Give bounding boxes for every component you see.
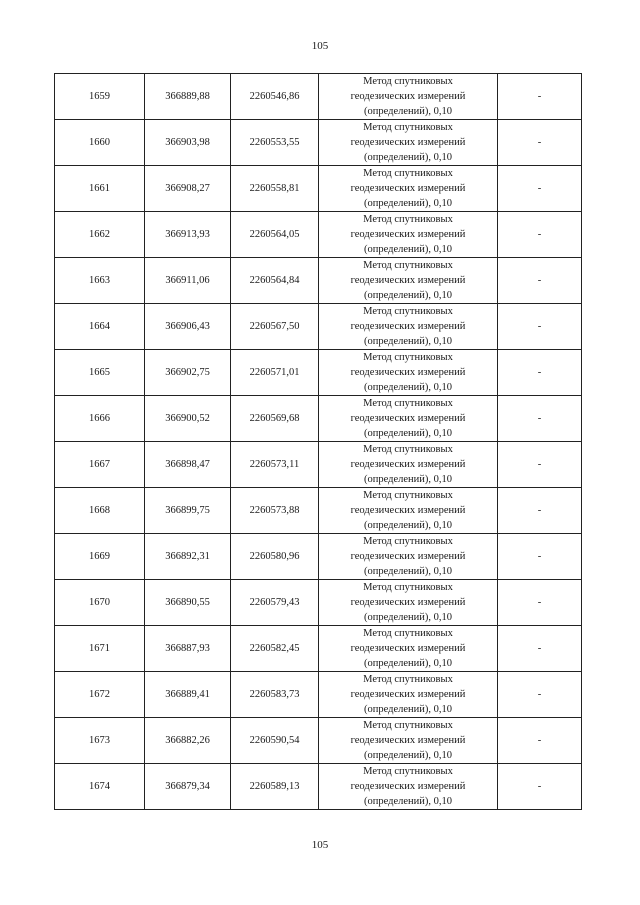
y-coordinate-cell: 2260571,01 xyxy=(231,350,319,396)
note-cell: - xyxy=(498,166,582,212)
method-text-line: Метод спутниковых xyxy=(363,720,453,731)
note-cell: - xyxy=(498,580,582,626)
page-number-top: 105 xyxy=(311,40,329,52)
method-text-line: Метод спутниковых xyxy=(363,536,453,547)
method-text-line: Метод спутниковых xyxy=(363,168,453,179)
method-text-line: (определений), 0,10 xyxy=(363,336,453,347)
method-cell xyxy=(319,534,498,580)
point-number-cell: 1668 xyxy=(55,488,145,534)
y-coordinate-cell: 2260569,68 xyxy=(231,396,319,442)
method-text-line: (определений), 0,10 xyxy=(363,290,453,301)
x-coordinate-cell: 366903,98 xyxy=(145,120,231,166)
x-coordinate-cell: 366879,34 xyxy=(145,764,231,810)
method-text-line: Метод спутниковых xyxy=(363,628,453,639)
note-cell: - xyxy=(498,258,582,304)
table-row xyxy=(55,442,582,488)
point-number-cell: 1660 xyxy=(55,120,145,166)
method-text-line: Метод спутниковых xyxy=(363,444,453,455)
method-text-line: геодезических измерений xyxy=(350,367,466,378)
table-row xyxy=(55,626,582,672)
method-cell xyxy=(319,304,498,350)
x-coordinate-cell: 366889,41 xyxy=(145,672,231,718)
method-cell xyxy=(319,258,498,304)
method-text-line: геодезических измерений xyxy=(350,505,466,516)
point-number-cell: 1670 xyxy=(55,580,145,626)
coordinates-table-body xyxy=(55,74,582,810)
y-coordinate-cell: 2260564,05 xyxy=(231,212,319,258)
note-cell: - xyxy=(498,488,582,534)
y-coordinate-cell: 2260580,96 xyxy=(231,534,319,580)
method-text-line: (определений), 0,10 xyxy=(363,566,453,577)
note-cell: - xyxy=(498,718,582,764)
method-text-line: геодезических измерений xyxy=(350,275,466,286)
table-row xyxy=(55,166,582,212)
method-cell xyxy=(319,580,498,626)
table-row xyxy=(55,764,582,810)
note-cell: - xyxy=(498,672,582,718)
table-row xyxy=(55,258,582,304)
point-number-cell: 1671 xyxy=(55,626,145,672)
y-coordinate-cell: 2260582,45 xyxy=(231,626,319,672)
y-coordinate-cell: 2260553,55 xyxy=(231,120,319,166)
method-text-line: геодезических измерений xyxy=(350,551,466,562)
table-row xyxy=(55,488,582,534)
note-cell: - xyxy=(498,212,582,258)
note-cell: - xyxy=(498,120,582,166)
page-number-bottom: 105 xyxy=(311,839,329,851)
method-text-line: геодезических измерений xyxy=(350,459,466,470)
y-coordinate-cell: 2260546,86 xyxy=(231,74,319,120)
y-coordinate-cell: 2260583,73 xyxy=(231,672,319,718)
y-coordinate-cell: 2260573,11 xyxy=(231,442,319,488)
method-text-line: Метод спутниковых xyxy=(363,674,453,685)
table-row xyxy=(55,672,582,718)
y-coordinate-cell: 2260567,50 xyxy=(231,304,319,350)
table-row xyxy=(55,212,582,258)
method-text-line: Метод спутниковых xyxy=(363,260,453,271)
note-cell: - xyxy=(498,350,582,396)
point-number-cell: 1664 xyxy=(55,304,145,350)
method-text-line: геодезических измерений xyxy=(350,137,466,148)
note-cell: - xyxy=(498,534,582,580)
method-cell xyxy=(319,718,498,764)
method-text-line: Метод спутниковых xyxy=(363,122,453,133)
method-text-line: (определений), 0,10 xyxy=(363,198,453,209)
method-text-line: Метод спутниковых xyxy=(363,490,453,501)
method-cell xyxy=(319,672,498,718)
table-row xyxy=(55,304,582,350)
note-cell: - xyxy=(498,764,582,810)
y-coordinate-cell: 2260589,13 xyxy=(231,764,319,810)
x-coordinate-cell: 366906,43 xyxy=(145,304,231,350)
x-coordinate-cell: 366889,88 xyxy=(145,74,231,120)
method-text-line: Метод спутниковых xyxy=(363,306,453,317)
point-number-cell: 1667 xyxy=(55,442,145,488)
method-cell xyxy=(319,350,498,396)
x-coordinate-cell: 366887,93 xyxy=(145,626,231,672)
method-cell xyxy=(319,74,498,120)
x-coordinate-cell: 366899,75 xyxy=(145,488,231,534)
x-coordinate-cell: 366892,31 xyxy=(145,534,231,580)
method-text-line: Метод спутниковых xyxy=(363,76,453,87)
method-text-line: Метод спутниковых xyxy=(363,766,453,777)
method-text-line: Метод спутниковых xyxy=(363,214,453,225)
method-text-line: (определений), 0,10 xyxy=(363,612,453,623)
method-text-line: геодезических измерений xyxy=(350,643,466,654)
method-text-line: Метод спутниковых xyxy=(363,352,453,363)
point-number-cell: 1663 xyxy=(55,258,145,304)
table-row xyxy=(55,120,582,166)
method-cell xyxy=(319,626,498,672)
method-cell xyxy=(319,212,498,258)
table-row xyxy=(55,718,582,764)
point-number-cell: 1661 xyxy=(55,166,145,212)
method-text-line: (определений), 0,10 xyxy=(363,152,453,163)
method-text-line: Метод спутниковых xyxy=(363,582,453,593)
y-coordinate-cell: 2260573,88 xyxy=(231,488,319,534)
method-text-line: (определений), 0,10 xyxy=(363,796,453,807)
method-text-line: геодезических измерений xyxy=(350,413,466,424)
x-coordinate-cell: 366898,47 xyxy=(145,442,231,488)
method-text-line: геодезических измерений xyxy=(350,91,466,102)
y-coordinate-cell: 2260590,54 xyxy=(231,718,319,764)
note-cell: - xyxy=(498,304,582,350)
y-coordinate-cell: 2260558,81 xyxy=(231,166,319,212)
note-cell: - xyxy=(498,396,582,442)
x-coordinate-cell: 366902,75 xyxy=(145,350,231,396)
method-cell xyxy=(319,442,498,488)
method-text-line: геодезических измерений xyxy=(350,229,466,240)
x-coordinate-cell: 366911,06 xyxy=(145,258,231,304)
table-row xyxy=(55,396,582,442)
method-text-line: (определений), 0,10 xyxy=(363,428,453,439)
method-cell xyxy=(319,166,498,212)
point-number-cell: 1672 xyxy=(55,672,145,718)
method-text-line: геодезических измерений xyxy=(350,321,466,332)
point-number-cell: 1674 xyxy=(55,764,145,810)
method-cell xyxy=(319,120,498,166)
method-text-line: геодезических измерений xyxy=(350,735,466,746)
method-text-line: (определений), 0,10 xyxy=(363,106,453,117)
method-cell xyxy=(319,764,498,810)
method-text-line: геодезических измерений xyxy=(350,597,466,608)
method-text-line: (определений), 0,10 xyxy=(363,474,453,485)
method-text-line: Метод спутниковых xyxy=(363,398,453,409)
method-text-line: (определений), 0,10 xyxy=(363,658,453,669)
method-text-line: (определений), 0,10 xyxy=(363,704,453,715)
method-cell xyxy=(319,488,498,534)
y-coordinate-cell: 2260579,43 xyxy=(231,580,319,626)
point-number-cell: 1662 xyxy=(55,212,145,258)
table-row xyxy=(55,350,582,396)
note-cell: - xyxy=(498,442,582,488)
note-cell: - xyxy=(498,626,582,672)
table-row xyxy=(55,534,582,580)
x-coordinate-cell: 366913,93 xyxy=(145,212,231,258)
table-row xyxy=(55,74,582,120)
coordinates-table xyxy=(54,73,582,810)
method-cell xyxy=(319,396,498,442)
point-number-cell: 1669 xyxy=(55,534,145,580)
x-coordinate-cell: 366900,52 xyxy=(145,396,231,442)
method-text-line: (определений), 0,10 xyxy=(363,750,453,761)
x-coordinate-cell: 366908,27 xyxy=(145,166,231,212)
x-coordinate-cell: 366882,26 xyxy=(145,718,231,764)
method-text-line: (определений), 0,10 xyxy=(363,244,453,255)
method-text-line: геодезических измерений xyxy=(350,689,466,700)
point-number-cell: 1659 xyxy=(55,74,145,120)
table-row xyxy=(55,580,582,626)
point-number-cell: 1666 xyxy=(55,396,145,442)
point-number-cell: 1665 xyxy=(55,350,145,396)
note-cell: - xyxy=(498,74,582,120)
x-coordinate-cell: 366890,55 xyxy=(145,580,231,626)
method-text-line: (определений), 0,10 xyxy=(363,520,453,531)
method-text-line: геодезических измерений xyxy=(350,183,466,194)
point-number-cell: 1673 xyxy=(55,718,145,764)
method-text-line: геодезических измерений xyxy=(350,781,466,792)
method-text-line: (определений), 0,10 xyxy=(363,382,453,393)
y-coordinate-cell: 2260564,84 xyxy=(231,258,319,304)
